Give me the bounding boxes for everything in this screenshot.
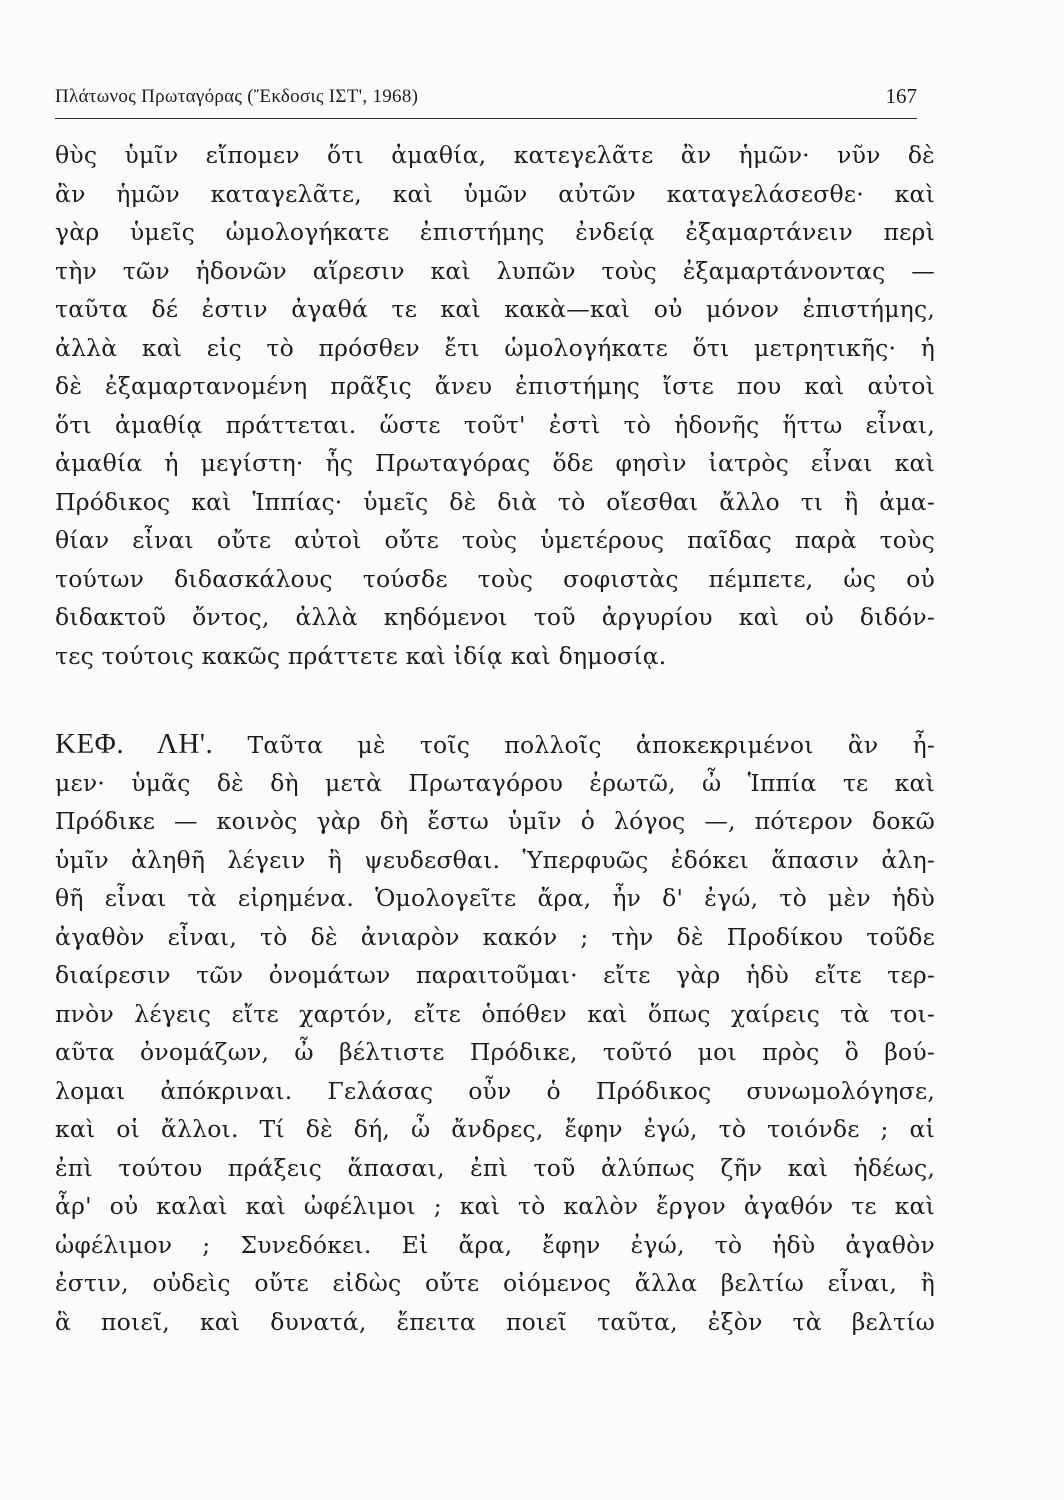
- text-line: ὅτι ἀμαθίᾳ πράττεται. ὥστε τοῦτ' ἐστὶ τὸ ἡδονῆς ἥττω εἶναι,: [55, 410, 935, 439]
- text-line: ὠφέλιμον ; Συνεδόκει. Εἰ ἄρα, ἔφην ἐγώ, τὸ ἡδὺ ἀγαθὸν: [55, 1230, 935, 1259]
- chapter-heading: ΚΕΦ. ΛΗ'.: [55, 728, 214, 760]
- text-line: ὑμῖν ἀληθῆ λέγειν ἢ ψευδεσθαι. Ὑπερφυῶς ἐδόκει ἅπασιν ἀλη-: [55, 845, 935, 874]
- text-line: γὰρ ὑμεῖς ὡμολογήκατε ἐπιστήμης ἐνδείᾳ ἐξαμαρτάνειν περὶ: [55, 218, 935, 246]
- body-text: [55, 136, 935, 1341]
- text-line: θῆ εἶναι τὰ εἰρημένα. Ὁμολογεῖτε ἄρα, ἦν δ' ἐγώ, τὸ μὲν ἡδὺ: [55, 884, 935, 912]
- text-line: ἀμαθία ἡ μεγίστη· ἧς Πρωταγόρας ὅδε φησὶν ἰατρὸς εἶναι καὶ: [55, 449, 935, 477]
- paragraph-spacer: [55, 675, 935, 725]
- text-line: ταῦτα δέ ἐστιν ἀγαθά τε καὶ κακὰ—καὶ οὐ μόνον ἐπιστήμης,: [55, 295, 935, 323]
- text-line: ἆρ' οὐ καλαὶ καὶ ὠφέλιμοι ; καὶ τὸ καλὸν ἔργον ἀγαθόν τε καὶ: [55, 1192, 935, 1220]
- running-header: [55, 78, 917, 119]
- paragraph-1: [55, 136, 935, 675]
- text-line: Πρόδικε — κοινὸς γὰρ δὴ ἔστω ὑμῖν ὁ λόγος —, πότερον δοκῶ: [55, 807, 935, 835]
- text-line: μεν· ὑμᾶς δὲ δὴ μετὰ Πρωταγόρου ἐρωτῶ, ὦ Ἱππία τε καὶ: [55, 768, 935, 797]
- paragraph-2: [55, 725, 935, 1341]
- text-line: καὶ οἱ ἄλλοι. Τί δὲ δή, ὦ ἄνδρες, ἔφην ἐγώ, τὸ τοιόνδε ; αἱ: [55, 1115, 935, 1143]
- text-line: αῦτα ὀνομάζων, ὦ βέλτιστε Πρόδικε, τοῦτό μοι πρὸς ὃ βού-: [55, 1038, 935, 1066]
- chapter-first-line-text: Ταῦτα μὲ τοῖς πολλοῖς ἀποκεκριμένοι ἂν ἦ-: [247, 731, 935, 759]
- text-line: διαίρεσιν τῶν ὀνομάτων παραιτοῦμαι· εἴτε γὰρ ἡδὺ εἴτε τερ-: [55, 961, 935, 989]
- text-line: ἀλλὰ καὶ εἰς τὸ πρόσθεν ἔτι ὡμολογήκατε ὅτι μετρητικῆς· ἡ: [55, 333, 935, 362]
- text-line: τούτων διδασκάλους τούσδε τοὺς σοφιστὰς πέμπετε, ὡς οὐ: [55, 564, 935, 593]
- text-line: τὴν τῶν ἡδονῶν αἵρεσιν καὶ λυπῶν τοὺς ἐξαμαρτάνοντας —: [55, 256, 935, 285]
- text-line: ἐπὶ τούτου πράξεις ἅπασαι, ἐπὶ τοῦ ἀλύπως ζῆν καὶ ἡδέως,: [55, 1153, 935, 1182]
- text-line: θίαν εἶναι οὔτε αὐτοὶ οὔτε τοὺς ὑμετέρους παῖδας παρὰ τοὺς: [55, 526, 935, 554]
- text-line: Πρόδικος καὶ Ἱππίας· ὑμεῖς δὲ διὰ τὸ οἴεσθαι ἄλλο τι ἢ ἀμα-: [55, 487, 935, 516]
- header-title: Πλάτωνος Πρωταγόρας (Ἔκδοσις ΙΣΤ', 1968): [55, 86, 419, 107]
- chapter-first-line: [55, 725, 935, 764]
- text-line: ἀγαθὸν εἶναι, τὸ δὲ ἀνιαρὸν κακόν ; τὴν δὲ Προδίκου τοῦδε: [55, 922, 935, 951]
- text-line: τες τούτοις κακῶς πράττετε καὶ ἰδίᾳ καὶ δημοσίᾳ.: [55, 641, 667, 670]
- text-line: θὺς ὑμῖν εἴπομεν ὅτι ἀμαθία, κατεγελᾶτε ἂν ἡμῶν· νῦν δὲ: [55, 141, 935, 169]
- text-line: ἂν ἡμῶν καταγελᾶτε, καὶ ὑμῶν αὐτῶν καταγελάσεσθε· καὶ: [55, 179, 935, 208]
- text-line: ἃ ποιεῖ, καὶ δυνατά, ἔπειτα ποιεῖ ταῦτα, ἐξὸν τὰ βελτίω: [55, 1307, 935, 1336]
- text-line: πνὸν λέγεις εἴτε χαρτόν, εἴτε ὁπόθεν καὶ ὅπως χαίρεις τὰ τοι-: [55, 999, 935, 1028]
- text-line: λομαι ἀπόκριναι. Γελάσας οὖν ὁ Πρόδικος συνωμολόγησε,: [55, 1076, 935, 1105]
- text-line: ἐστιν, οὐδεὶς οὔτε εἰδὼς οὔτε οἰόμενος ἄλλα βελτίω εἶναι, ἢ: [55, 1269, 935, 1297]
- text-line: διδακτοῦ ὄντος, ἀλλὰ κηδόμενοι τοῦ ἀργυρίου καὶ οὐ διδόν-: [55, 603, 935, 631]
- page-number: 167: [885, 84, 917, 108]
- text-line: δὲ ἐξαμαρτανομένη πρᾶξις ἄνευ ἐπιστήμης ἴστε που καὶ αὐτοὶ: [55, 372, 935, 400]
